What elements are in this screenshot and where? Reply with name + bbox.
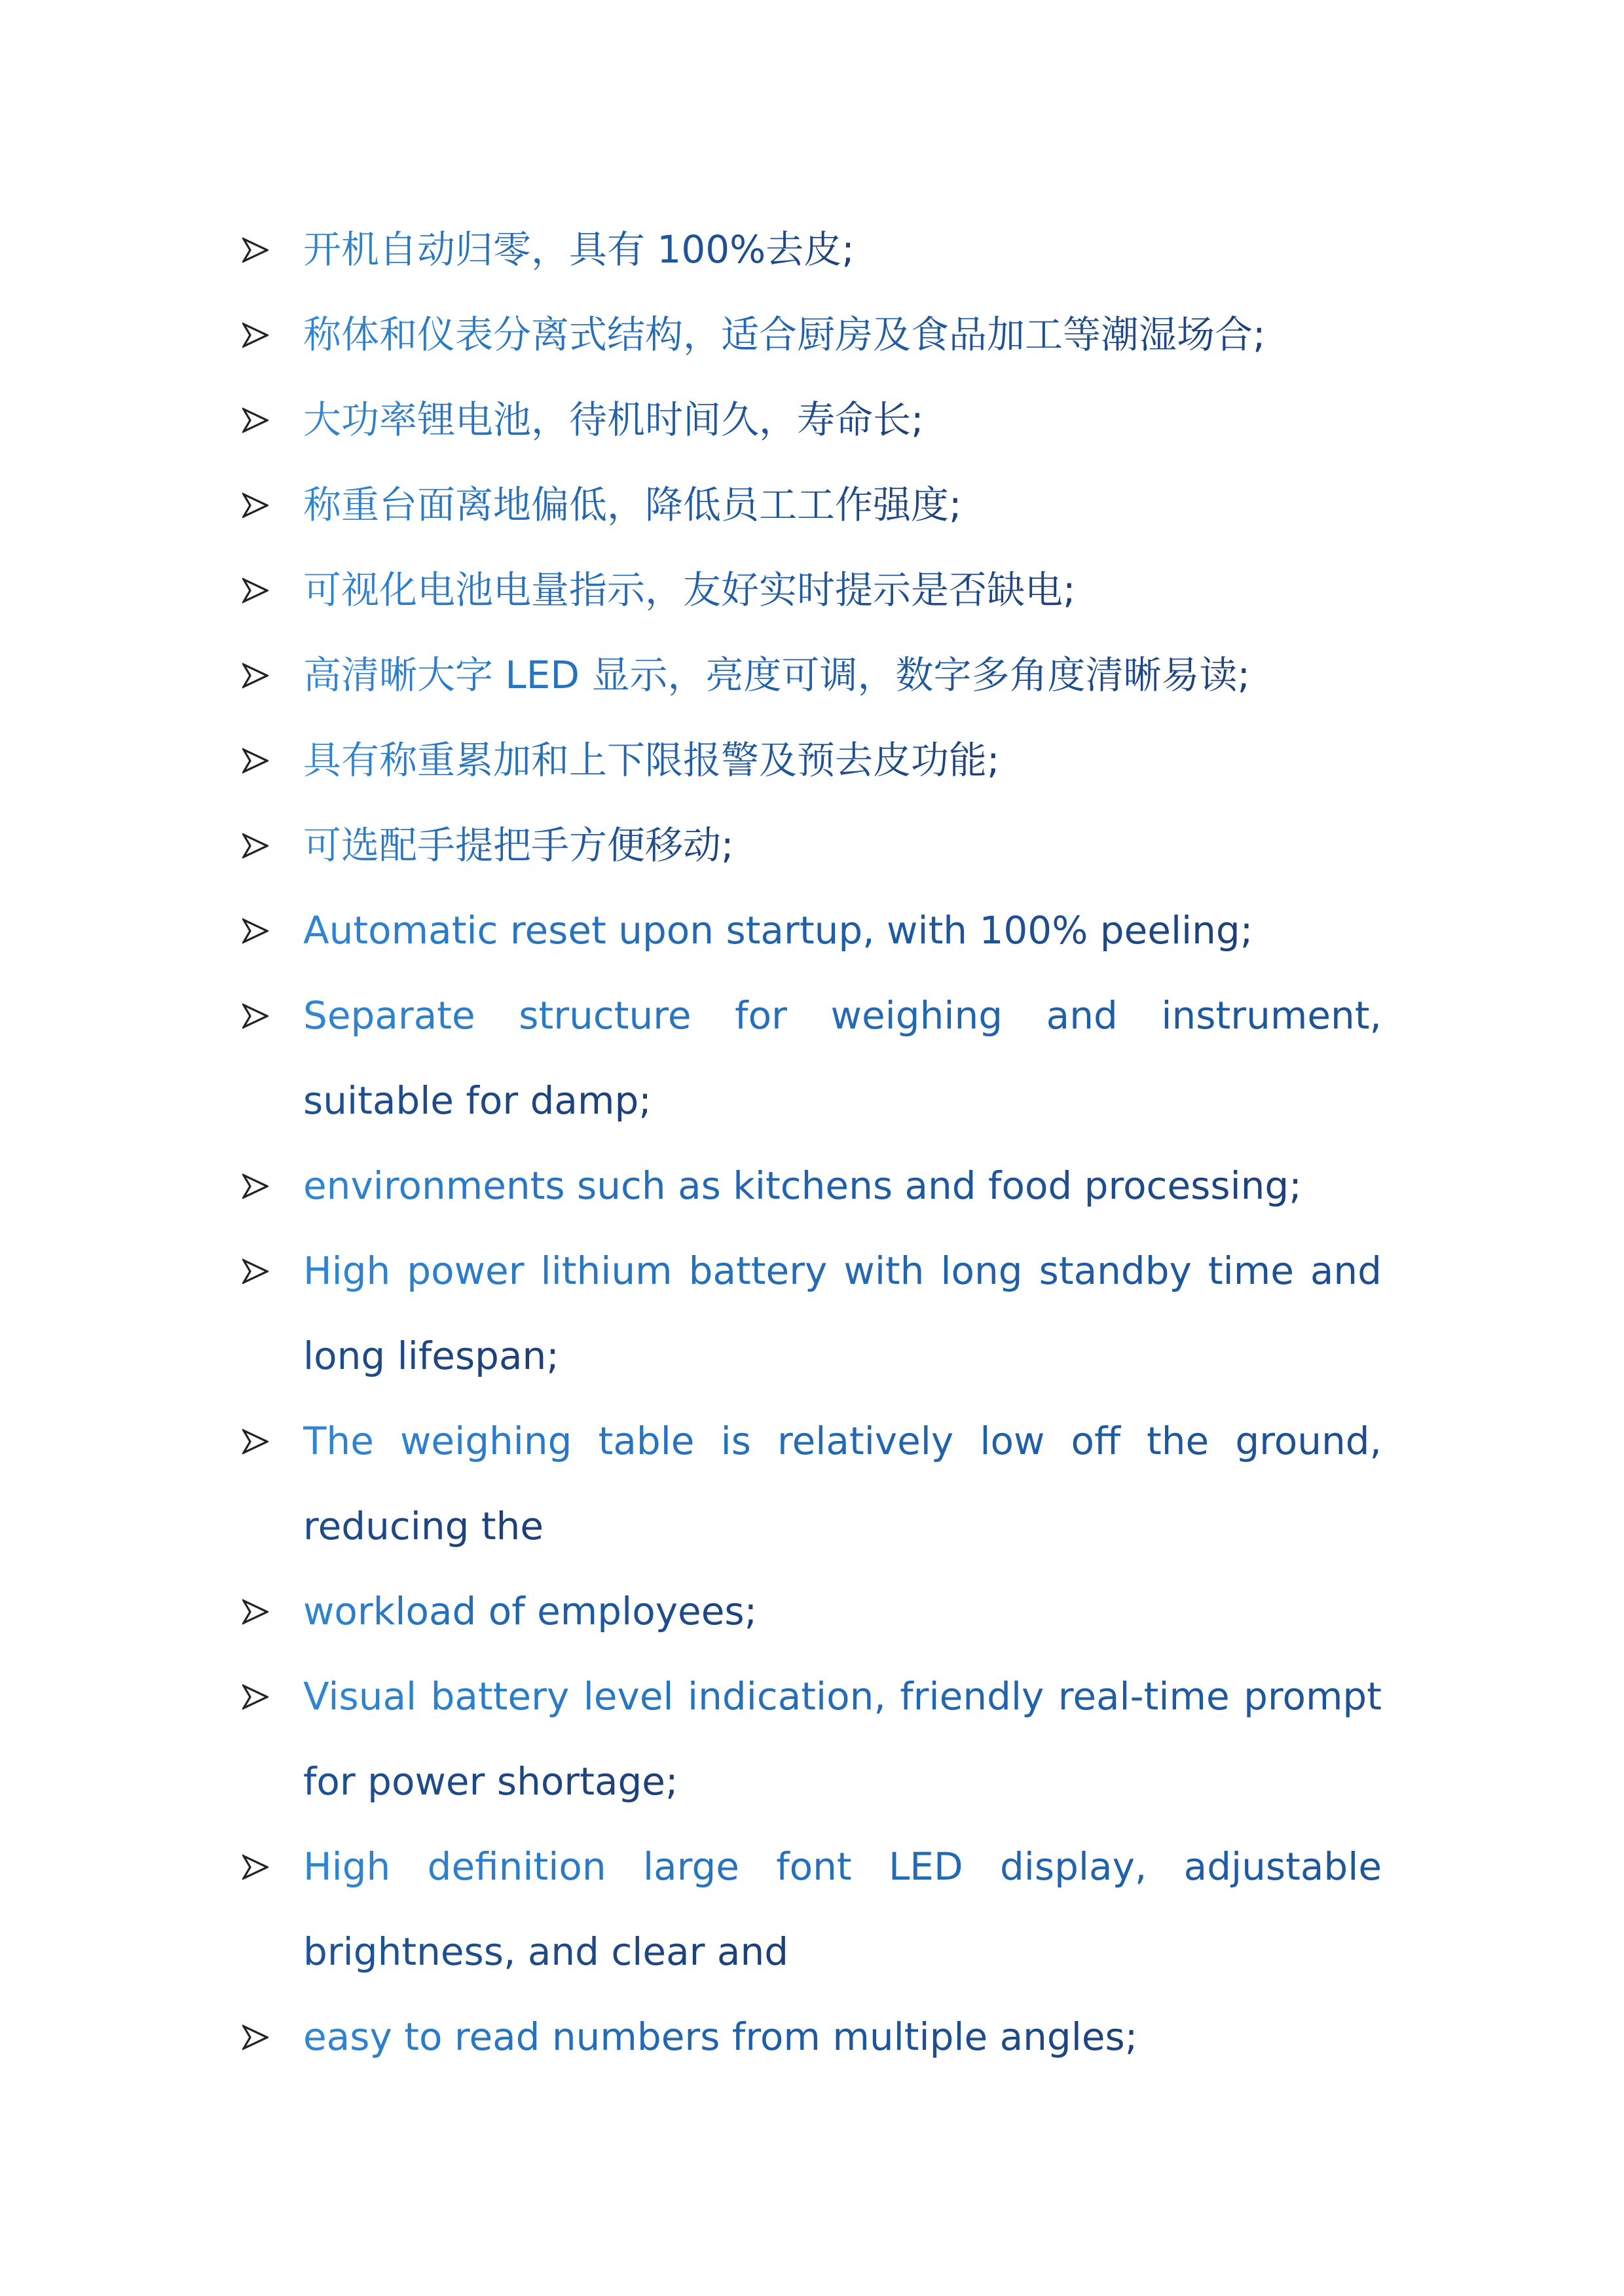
list-item-text: Automatic reset upon startup, with 100% peeling; <box>303 908 1253 953</box>
list-item <box>242 207 1382 292</box>
arrowhead-bullet-icon <box>242 663 268 689</box>
list-item-text: 可视化电池电量指示，友好实时提示是否缺电; <box>303 568 1076 612</box>
arrowhead-bullet-icon <box>242 577 268 604</box>
list-item <box>242 1569 1382 1654</box>
list-item-text: easy to read numbers from multiple angles; <box>303 2014 1138 2059</box>
list-item <box>242 1228 1382 1398</box>
list-item <box>242 803 1382 888</box>
list-item <box>242 973 1382 1143</box>
list-item-text: High power lithium battery with long standby time and long lifespan; <box>303 1248 1382 1378</box>
list-item-text: Visual battery level indication, friendly real-time prompt for power shortage; <box>303 1674 1382 1804</box>
list-item <box>242 888 1382 973</box>
list-item-text: High definition large font LED display, adjustable brightness, and clear and <box>303 1844 1382 1974</box>
list-item <box>242 547 1382 632</box>
list-item <box>242 1994 1382 2079</box>
arrowhead-bullet-icon <box>242 833 268 859</box>
arrowhead-bullet-icon <box>242 748 268 774</box>
arrowhead-bullet-icon <box>242 1003 268 1029</box>
list-item <box>242 1824 1382 1994</box>
list-item-text: 大功率锂电池，待机时间久，寿命长; <box>303 397 924 442</box>
list-item-text: environments such as kitchens and food processing; <box>303 1163 1302 1208</box>
list-item-text: workload of employees; <box>303 1589 758 1633</box>
arrowhead-bullet-icon <box>242 1429 268 1455</box>
arrowhead-bullet-icon <box>242 918 268 944</box>
list-item <box>242 632 1382 718</box>
arrowhead-bullet-icon <box>242 322 268 348</box>
arrowhead-bullet-icon <box>242 407 268 433</box>
arrowhead-bullet-icon <box>242 492 268 519</box>
arrowhead-bullet-icon <box>242 1854 268 1880</box>
arrowhead-bullet-icon <box>242 1684 268 1710</box>
arrowhead-bullet-icon <box>242 1173 268 1199</box>
list-item-text: Separate structure for weighing and instrument, suitable for damp; <box>303 993 1382 1123</box>
list-item-text: 称体和仪表分离式结构，适合厨房及食品加工等潮湿场合; <box>303 312 1266 357</box>
list-item <box>242 1398 1382 1569</box>
list-item <box>242 718 1382 803</box>
arrowhead-bullet-icon <box>242 2024 268 2050</box>
list-item <box>242 292 1382 377</box>
list-item-text: The weighing table is relatively low off the ground, reducing the <box>303 1419 1382 1548</box>
list-item-text: 称重台面离地偏低，降低员工工作强度; <box>303 483 962 527</box>
list-item-text: 高清晰大字 LED 显示，亮度可调，数字多角度清晰易读; <box>303 653 1251 697</box>
list-item <box>242 462 1382 547</box>
list-item <box>242 1143 1382 1228</box>
list-item <box>242 377 1382 462</box>
feature-list <box>242 207 1382 2079</box>
list-item-text: 开机自动归零，具有 100%去皮; <box>303 227 855 272</box>
arrowhead-bullet-icon <box>242 237 268 263</box>
list-item-text: 具有称重累加和上下限报警及预去皮功能; <box>303 738 1000 782</box>
arrowhead-bullet-icon <box>242 1258 268 1285</box>
list-item <box>242 1654 1382 1824</box>
list-item-text: 可选配手提把手方便移动; <box>303 823 734 867</box>
arrowhead-bullet-icon <box>242 1599 268 1625</box>
